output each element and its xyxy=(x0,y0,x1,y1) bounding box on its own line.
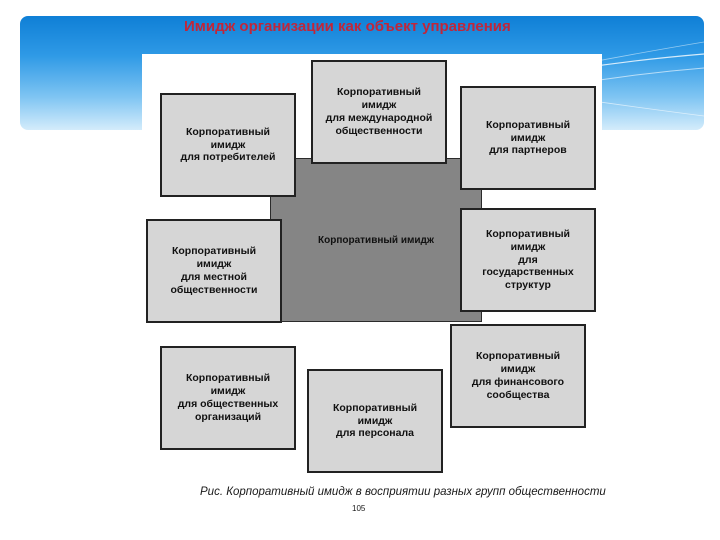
node-international: Корпоративный имидж для международной общественности xyxy=(311,60,447,164)
center-box xyxy=(270,158,482,322)
node-consumers: Корпоративный имидж для потребителей xyxy=(160,93,296,197)
slide-title: Имидж организации как объект управления xyxy=(184,18,511,35)
node-financial: Корпоративный имидж для финансового сообщества xyxy=(450,324,586,428)
node-personnel: Корпоративный имидж для персонала xyxy=(307,369,443,473)
node-public-orgs: Корпоративный имидж для общественных организаций xyxy=(160,346,296,450)
page-number: 105 xyxy=(352,504,366,513)
figure-caption: Рис. Корпоративный имидж в восприятии разных групп общественности xyxy=(200,486,606,498)
node-local: Корпоративный имидж для местной общественности xyxy=(146,219,282,323)
node-partners: Корпоративный имидж для партнеров xyxy=(460,86,596,190)
node-government: Корпоративный имидж для государственных структур xyxy=(460,208,596,312)
center-label: Корпоративный имидж xyxy=(318,234,434,246)
